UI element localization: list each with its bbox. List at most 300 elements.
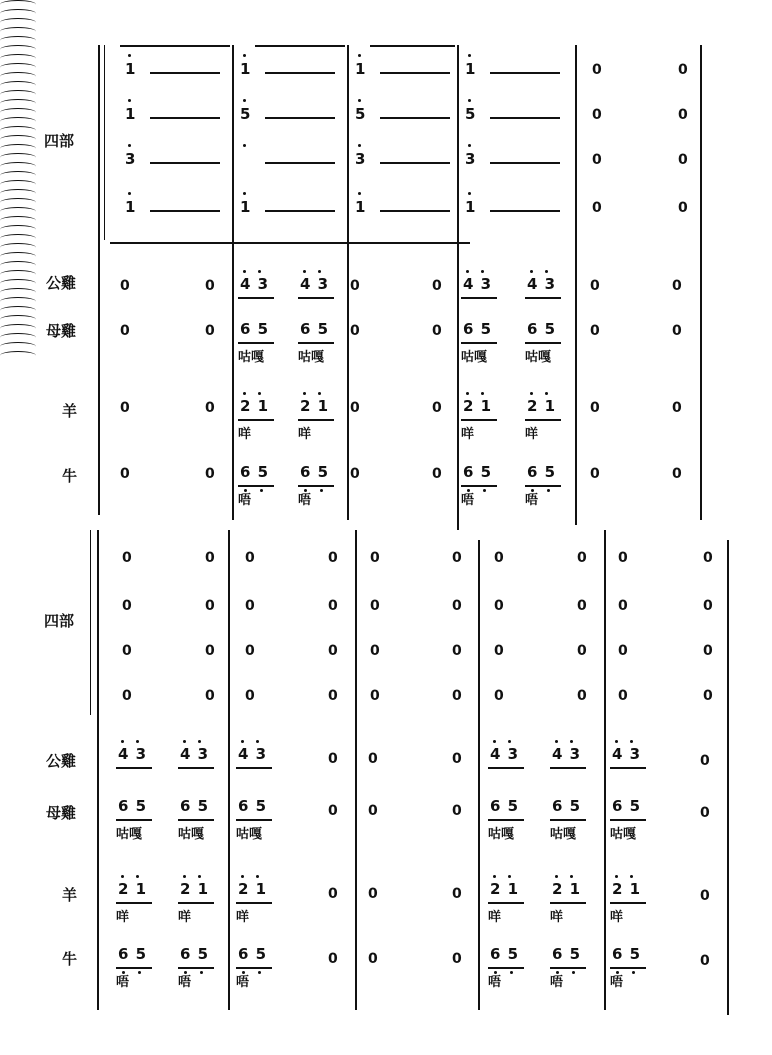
sheep-group-notes: 2 1 [527, 397, 557, 415]
octave-dot [243, 144, 246, 147]
cow-group-dot-below [320, 489, 323, 492]
rest-zero: 0 [703, 550, 713, 566]
sheep-group-dot-above [630, 875, 633, 878]
harmony-note: 1 [355, 198, 367, 216]
rooster-group-dot-above [318, 270, 321, 273]
rooster-group-beam [178, 767, 214, 769]
harmony-note: 1 [240, 198, 252, 216]
hen-group-beam [550, 819, 586, 821]
rooster-group-slur [0, 324, 36, 333]
rest-zero: 0 [452, 951, 462, 967]
cow-group-notes: 6 5 [527, 463, 557, 481]
sustain-line [490, 117, 560, 119]
hen-group-notes: 6 5 [490, 797, 520, 815]
sheep-group-beam [178, 902, 214, 904]
sheep-group-notes: 2 1 [238, 880, 268, 898]
rooster-group-slur [0, 108, 36, 117]
rest-zero: 0 [205, 278, 215, 294]
rest-zero: 0 [120, 400, 130, 416]
hen-group-beam [236, 819, 272, 821]
cow-group-dot-below [258, 971, 261, 974]
rest-zero: 0 [432, 278, 442, 294]
rest-zero: 0 [120, 278, 130, 294]
rest-zero: 0 [328, 951, 338, 967]
part-label-sheep: 羊 [62, 402, 78, 420]
cow-group-lyric: 唔 [610, 975, 624, 990]
rooster-group-dot-above [241, 740, 244, 743]
cow-group-beam [525, 485, 561, 487]
octave-dot [128, 99, 131, 102]
octave-dot [468, 144, 471, 147]
rest-zero: 0 [672, 466, 682, 482]
rooster-group-dot-above [493, 740, 496, 743]
rest-zero: 0 [577, 598, 587, 614]
sheep-group-dot-above [555, 875, 558, 878]
rest-zero: 0 [618, 598, 628, 614]
hen-group-beam [488, 819, 524, 821]
sheep-group-beam [550, 902, 586, 904]
rest-zero: 0 [577, 643, 587, 659]
rest-zero: 0 [703, 598, 713, 614]
hen-group-slur [0, 333, 36, 342]
rooster-group-dot-above [555, 740, 558, 743]
rest-zero: 0 [590, 278, 600, 294]
cow-group-beam [236, 967, 272, 969]
harmony-note: 1 [465, 60, 477, 78]
rest-zero: 0 [452, 886, 462, 902]
rest-zero: 0 [205, 466, 215, 482]
cow-group-dot-below [138, 971, 141, 974]
rest-zero: 0 [120, 466, 130, 482]
octave-dot [358, 144, 361, 147]
rest-zero: 0 [452, 643, 462, 659]
rooster-group-dot-above [258, 270, 261, 273]
rest-zero: 0 [494, 550, 504, 566]
rest-zero: 0 [452, 688, 462, 704]
sheep-group-slur [0, 54, 36, 63]
rooster-group-dot-above [481, 270, 484, 273]
sheep-group-dot-above [318, 392, 321, 395]
rest-zero: 0 [700, 805, 710, 821]
octave-dot [468, 99, 471, 102]
cow-group-lyric: 唔 [525, 493, 539, 508]
sheep-group-lyric: 咩 [525, 427, 539, 442]
rooster-group-dot-above [570, 740, 573, 743]
rest-zero: 0 [205, 643, 215, 659]
hen-group-lyric: 咕嘎 [610, 827, 637, 842]
cow-group-beam [550, 967, 586, 969]
part-label-rooster-2: 公雞 [46, 752, 77, 770]
tie-top [120, 45, 230, 47]
hen-group-notes: 6 5 [527, 320, 557, 338]
sheep-group-dot-above [508, 875, 511, 878]
rest-zero: 0 [452, 751, 462, 767]
harmony-note: 5 [355, 105, 367, 123]
rooster-group-dot-above [630, 740, 633, 743]
hen-group-notes: 6 5 [240, 320, 270, 338]
sheep-group-slur [0, 270, 36, 279]
sheep-group-beam [236, 902, 272, 904]
rest-zero: 0 [368, 803, 378, 819]
sheep-group-slur [0, 234, 36, 243]
rooster-group-slur [0, 144, 36, 153]
sheep-group-notes: 2 1 [240, 397, 270, 415]
barline [228, 530, 230, 1010]
cow-group-notes: 6 5 [240, 463, 270, 481]
rest-zero: 0 [370, 550, 380, 566]
hen-group-slur [0, 225, 36, 234]
cow-group-notes: 6 5 [463, 463, 493, 481]
sheep-group-beam [610, 902, 646, 904]
hen-group-beam [238, 342, 274, 344]
sustain-line [380, 117, 450, 119]
rooster-group-dot-above [183, 740, 186, 743]
rest-zero: 0 [432, 323, 442, 339]
sustain-line [150, 162, 220, 164]
hen-group-slur [0, 189, 36, 198]
rest-zero: 0 [370, 598, 380, 614]
cow-group-beam [178, 967, 214, 969]
cow-group-lyric: 唔 [298, 493, 312, 508]
barline [575, 45, 577, 525]
harmony-note: 3 [465, 150, 477, 168]
rest-zero: 0 [494, 598, 504, 614]
hen-group-beam [298, 342, 334, 344]
sheep-group-beam [525, 419, 561, 421]
rooster-group-dot-above [256, 740, 259, 743]
tie-top [370, 45, 455, 47]
rest-zero: 0 [618, 643, 628, 659]
system2-end-bar [727, 540, 729, 1015]
cow-group-beam [116, 967, 152, 969]
part-label-cow-2: 牛 [62, 950, 78, 968]
cow-group-lyric: 唔 [178, 975, 192, 990]
hen-group-beam [178, 819, 214, 821]
rest-zero: 0 [678, 62, 688, 78]
rooster-group-slur [0, 72, 36, 81]
cow-group-slur [0, 135, 36, 144]
rest-zero: 0 [328, 751, 338, 767]
hen-group-lyric: 咕嘎 [488, 827, 515, 842]
rooster-group-notes: 4 3 [612, 745, 642, 763]
sheep-group-beam [298, 419, 334, 421]
sheep-group-dot-above [303, 392, 306, 395]
rest-zero: 0 [245, 550, 255, 566]
sheep-group-dot-above [136, 875, 139, 878]
rest-zero: 0 [700, 953, 710, 969]
sheep-group-dot-above [493, 875, 496, 878]
rooster-group-beam [116, 767, 152, 769]
hen-group-slur [0, 117, 36, 126]
cow-group-notes: 6 5 [490, 945, 520, 963]
rooster-group-notes: 4 3 [240, 275, 270, 293]
rest-zero: 0 [245, 598, 255, 614]
hen-group-slur [0, 261, 36, 270]
harmony-underline [110, 242, 470, 244]
sheep-group-notes: 2 1 [490, 880, 520, 898]
rest-zero: 0 [350, 278, 360, 294]
rest-zero: 0 [350, 400, 360, 416]
hen-group-beam [461, 342, 497, 344]
rest-zero: 0 [205, 688, 215, 704]
rest-zero: 0 [350, 466, 360, 482]
hen-group-notes: 6 5 [552, 797, 582, 815]
rest-zero: 0 [120, 323, 130, 339]
sheep-group-dot-above [570, 875, 573, 878]
hen-group-notes: 6 5 [180, 797, 210, 815]
rooster-group-notes: 4 3 [300, 275, 330, 293]
sustain-line [265, 210, 335, 212]
sustain-line [265, 117, 335, 119]
rest-zero: 0 [672, 323, 682, 339]
hen-group-notes: 6 5 [612, 797, 642, 815]
sheep-group-notes: 2 1 [552, 880, 582, 898]
rest-zero: 0 [122, 598, 132, 614]
rest-zero: 0 [592, 62, 602, 78]
octave-dot [243, 99, 246, 102]
sheep-group-beam [461, 419, 497, 421]
rest-zero: 0 [245, 643, 255, 659]
sustain-line [380, 210, 450, 212]
rest-zero: 0 [368, 886, 378, 902]
harmony-note: 3 [355, 150, 367, 168]
cow-group-lyric: 唔 [461, 493, 475, 508]
rest-zero: 0 [452, 598, 462, 614]
sheep-group-slur [0, 342, 36, 351]
rest-zero: 0 [328, 803, 338, 819]
cow-group-dot-below [572, 971, 575, 974]
rest-zero: 0 [577, 550, 587, 566]
rooster-group-beam [550, 767, 586, 769]
hen-group-notes: 6 5 [463, 320, 493, 338]
part-label-four-parts: 四部 [44, 132, 75, 150]
cow-group-dot-below [547, 489, 550, 492]
rest-zero: 0 [672, 400, 682, 416]
cow-group-lyric: 唔 [488, 975, 502, 990]
sheep-group-dot-above [198, 875, 201, 878]
rest-zero: 0 [328, 598, 338, 614]
cow-group-dot-below [200, 971, 203, 974]
octave-dot [358, 54, 361, 57]
rest-zero: 0 [328, 688, 338, 704]
sheep-group-notes: 2 1 [118, 880, 148, 898]
system1-left-bar [98, 45, 100, 515]
cow-group-beam [610, 967, 646, 969]
sustain-line [265, 162, 335, 164]
part-label-sheep-2: 羊 [62, 886, 78, 904]
rooster-group-dot-above [136, 740, 139, 743]
sheep-group-slur [0, 162, 36, 171]
rest-zero: 0 [592, 107, 602, 123]
hen-group-beam [116, 819, 152, 821]
cow-group-notes: 6 5 [238, 945, 268, 963]
sheep-group-slur [0, 306, 36, 315]
rooster-group-notes: 4 3 [180, 745, 210, 763]
part-label-hen: 母雞 [46, 322, 77, 340]
cow-group-dot-below [483, 489, 486, 492]
octave-dot [358, 192, 361, 195]
rest-zero: 0 [672, 278, 682, 294]
rest-zero: 0 [678, 107, 688, 123]
hen-group-notes: 6 5 [118, 797, 148, 815]
rest-zero: 0 [245, 688, 255, 704]
sustain-line [380, 162, 450, 164]
harmony-note: 5 [240, 105, 252, 123]
rooster-group-notes: 4 3 [238, 745, 268, 763]
rooster-group-slur [0, 36, 36, 45]
rest-zero: 0 [592, 152, 602, 168]
sustain-line [490, 162, 560, 164]
rooster-group-dot-above [303, 270, 306, 273]
rooster-group-notes: 4 3 [490, 745, 520, 763]
sustain-line [150, 117, 220, 119]
hen-group-beam [525, 342, 561, 344]
rest-zero: 0 [700, 753, 710, 769]
rooster-group-dot-above [545, 270, 548, 273]
octave-dot [128, 192, 131, 195]
cow-group-slur [0, 351, 36, 360]
rest-zero: 0 [205, 598, 215, 614]
rooster-group-dot-above [615, 740, 618, 743]
rest-zero: 0 [122, 643, 132, 659]
barline [232, 45, 234, 520]
barline [604, 530, 606, 1010]
cow-group-slur [0, 99, 36, 108]
rest-zero: 0 [678, 200, 688, 216]
cow-group-dot-below [260, 489, 263, 492]
octave-dot [243, 54, 246, 57]
harmony-note: 1 [355, 60, 367, 78]
sheep-group-notes: 2 1 [180, 880, 210, 898]
cow-group-beam [298, 485, 334, 487]
hen-group-slur [0, 45, 36, 54]
cow-group-lyric: 唔 [236, 975, 250, 990]
barline [478, 540, 480, 1010]
rest-zero: 0 [205, 400, 215, 416]
cow-group-lyric: 唔 [550, 975, 564, 990]
octave-dot [128, 144, 131, 147]
system1-end-bar [700, 45, 702, 520]
cow-group-notes: 6 5 [612, 945, 642, 963]
rest-zero: 0 [432, 400, 442, 416]
part-label-rooster: 公雞 [46, 274, 77, 292]
rest-zero: 0 [370, 643, 380, 659]
sustain-line [150, 210, 220, 212]
part-label-hen-2: 母雞 [46, 804, 77, 822]
hen-group-lyric: 咕嘎 [116, 827, 143, 842]
cow-group-beam [461, 485, 497, 487]
system2-bracket [90, 530, 91, 715]
rest-zero: 0 [368, 951, 378, 967]
sheep-group-lyric: 咩 [298, 427, 312, 442]
octave-dot [358, 99, 361, 102]
rest-zero: 0 [452, 550, 462, 566]
hen-group-lyric: 咕嘎 [525, 350, 552, 365]
barline [347, 45, 349, 520]
cow-group-slur [0, 63, 36, 72]
system1-bracket [104, 45, 105, 240]
cow-group-dot-below [510, 971, 513, 974]
sheep-group-lyric: 咩 [610, 910, 624, 925]
cow-group-lyric: 唔 [116, 975, 130, 990]
rooster-group-notes: 4 3 [552, 745, 582, 763]
rest-zero: 0 [494, 688, 504, 704]
rooster-group-beam [525, 297, 561, 299]
sheep-group-notes: 2 1 [463, 397, 493, 415]
rest-zero: 0 [703, 688, 713, 704]
sheep-group-dot-above [121, 875, 124, 878]
rest-zero: 0 [678, 152, 688, 168]
cow-group-slur [0, 27, 36, 36]
sheep-group-notes: 2 1 [300, 397, 330, 415]
sustain-line [265, 72, 335, 74]
cow-group-slur [0, 207, 36, 216]
rest-zero: 0 [577, 688, 587, 704]
rest-zero: 0 [370, 688, 380, 704]
sheep-group-lyric: 咩 [238, 427, 252, 442]
harmony-note: 1 [125, 60, 137, 78]
rest-zero: 0 [494, 643, 504, 659]
rest-zero: 0 [122, 688, 132, 704]
harmony-note: 5 [465, 105, 477, 123]
rest-zero: 0 [618, 550, 628, 566]
octave-dot [468, 192, 471, 195]
rooster-group-slur [0, 180, 36, 189]
hen-group-lyric: 咕嘎 [461, 350, 488, 365]
harmony-note: 1 [125, 198, 137, 216]
harmony-note: 1 [240, 60, 252, 78]
cow-group-slur [0, 243, 36, 252]
sheep-group-beam [488, 902, 524, 904]
sheep-group-slur [0, 18, 36, 27]
sheep-group-dot-above [183, 875, 186, 878]
cow-group-lyric: 唔 [238, 493, 252, 508]
sheep-group-lyric: 咩 [550, 910, 564, 925]
hen-group-slur [0, 297, 36, 306]
sheep-group-notes: 2 1 [612, 880, 642, 898]
hen-group-lyric: 咕嘎 [238, 350, 265, 365]
sustain-line [490, 72, 560, 74]
rooster-group-slur [0, 288, 36, 297]
barline [355, 530, 357, 1010]
sheep-group-lyric: 咩 [178, 910, 192, 925]
rooster-group-dot-above [530, 270, 533, 273]
sheep-group-dot-above [241, 875, 244, 878]
part-label-cow: 牛 [62, 467, 78, 485]
tie-top [255, 45, 345, 47]
cow-group-notes: 6 5 [118, 945, 148, 963]
sheep-group-dot-above [243, 392, 246, 395]
rooster-group-beam [236, 767, 272, 769]
sheep-group-dot-above [466, 392, 469, 395]
cow-group-beam [488, 967, 524, 969]
hen-group-lyric: 咕嘎 [550, 827, 577, 842]
rest-zero: 0 [618, 688, 628, 704]
cow-group-slur [0, 279, 36, 288]
cow-group-notes: 6 5 [552, 945, 582, 963]
rest-zero: 0 [328, 550, 338, 566]
rooster-group-slur [0, 252, 36, 261]
rest-zero: 0 [432, 466, 442, 482]
rest-zero: 0 [205, 323, 215, 339]
hen-group-lyric: 咕嘎 [298, 350, 325, 365]
cow-group-dot-below [632, 971, 635, 974]
sustain-line [490, 210, 560, 212]
sheep-group-lyric: 咩 [236, 910, 250, 925]
rooster-group-slur [0, 216, 36, 225]
hen-group-slur [0, 153, 36, 162]
sheep-group-beam [238, 419, 274, 421]
